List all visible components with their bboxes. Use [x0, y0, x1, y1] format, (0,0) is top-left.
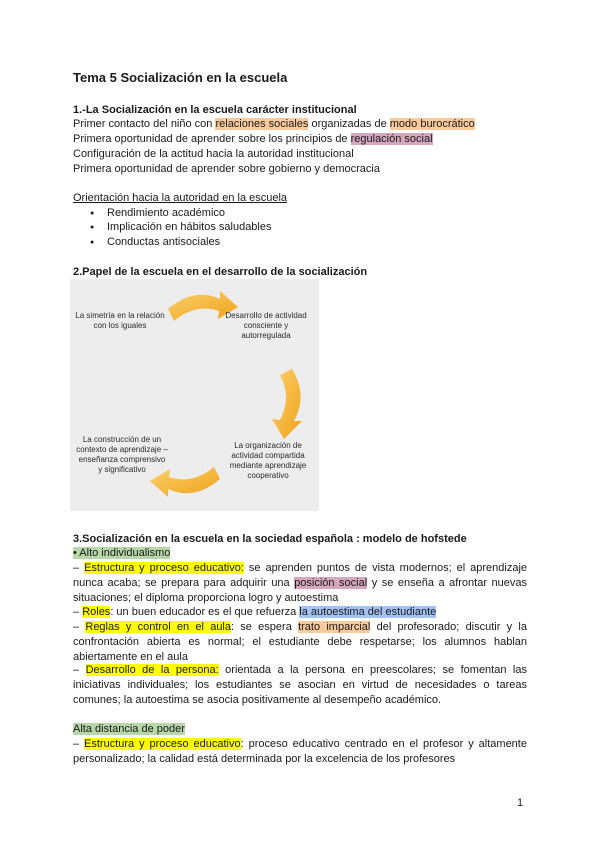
paragraph-reglas: – Reglas y control en el aula: se espera trato imparcial del profesorado; discutir y la confrontación abierta es normal; el estudiante debe respetarse; los alumnos hablan abiertamente en el aula [73, 621, 527, 663]
section-3-heading: 3.Socialización en la escuela en la sociedad española : modelo de hofstede [73, 533, 467, 545]
paragraph-estructura-2: – Estructura y proceso educativo: proceso educativo centrado en el profesor y altamente personalizado; la calidad está determinada por la excelencia de los profesores [73, 738, 527, 765]
cycle-label-top-left: La simetría en la relación con los iguales [75, 311, 165, 330]
socialization-cycle-diagram [70, 279, 319, 511]
s1-line-4: Primera oportunidad de aprender sobre gobierno y democracia [73, 163, 380, 175]
cycle-label-bottom-right: La organización de actividad compartida mediante aprendizaje cooperativo [229, 441, 307, 480]
paragraph-roles: – Roles: un buen educador es el que refuerza la autoestima del estudiante [73, 606, 437, 618]
alto-individualismo-label: • Alto individualismo [73, 547, 171, 559]
document-page: Tema 5 Socialización en la escuela 1.-La Socialización en la escuela carácter institucional Primer contacto del niño con relaciones sociales organizadas de modo burocrático Primera oportunidad de aprender sobre los principios de regulación social Configuración de la actitud hacia la autoridad institucional Primera oportunidad de aprender sobre gobierno y democracia Orientación hacia la autoridad en la escuela Rendimiento académico Implicación en hábitos saludables Conductas antisociales 2.Papel de la escuela en el desarrollo de la socialización La simetría en la relación con los iguales Desarrollo de actividad consciente y autorregulada La organización de actividad compartida mediante aprendizaje cooperativo La construcción de un contexto de aprendizaje – enseñanza comprensivo y significativo 3.Socialización en la escuela en la sociedad española : modelo de hofstede • Alto individualismo – Estructura y proceso educativo: se aprenden puntos de vista modernos; el aprendizaje nunca acaba; se prepara para adquirir una posición social y se enseña a afrontar nuevas situaciones; el diploma proporciona logro y autoestima – Roles: un buen educador es el que refuerza la autoestima del estudiante – Reglas y control en el aula: se espera trato imparcial del profesorado; discutir y la confrontación abierta es normal; el estudiante debe respetarse; los alumnos hablan abiertamente en el aula – Desarrollo de la persona: orientada a la persona en preescolares; se fomentan las iniciativas individuales; los estudiantes se asocian en virtud de necesidades o tareas comunes; la autoestima se asocia positivamente al desempeño académico. Alta distancia de poder – Estructura y proceso educativo: proceso educativo centrado en el profesor y altamente personalizado; la calidad está determinada por la excelencia de los profesores 1 [0, 0, 600, 848]
section-1-heading: 1.-La Socialización en la escuela carácter institucional [73, 104, 357, 116]
cycle-label-bottom-left: La construcción de un contexto de aprendizaje – enseñanza comprensivo y significativo [76, 435, 168, 474]
paragraph-estructura: – Estructura y proceso educativo: se aprenden puntos de vista modernos; el aprendizaje nunca acaba; se prepara para adquirir una posición social y se enseña a afrontar nuevas situaciones; el diploma proporciona logro y autoestima [73, 562, 528, 604]
s1-line-2: Primera oportunidad de aprender sobre los principios de regulación social [73, 133, 433, 145]
paragraph-desarrollo: – Desarrollo de la persona: orientada a la persona en preescolares; se fomentan las iniciativas individuales; los estudiantes se asocian en virtud de necesidades o tareas comunes; la autoestima se asocia positivamente al desempeño académico. [73, 664, 527, 706]
section-2-heading: 2.Papel de la escuela en el desarrollo de la socialización [73, 266, 368, 278]
s1-line-1: Primer contacto del niño con relaciones sociales organizadas de modo burocrático [73, 118, 475, 130]
alta-distancia-label: Alta distancia de poder [73, 723, 185, 735]
page-title: Tema 5 Socialización en la escuela [73, 70, 288, 85]
cycle-label-top-right: Desarrollo de actividad consciente y autorregulada [225, 311, 307, 340]
orientation-heading: Orientación hacia la autoridad en la escuela [73, 192, 288, 204]
arrow-right [272, 369, 302, 439]
page-number: 1 [517, 797, 524, 809]
s1-line-3: Configuración de la actitud hacia la autoridad institucional [73, 148, 354, 160]
